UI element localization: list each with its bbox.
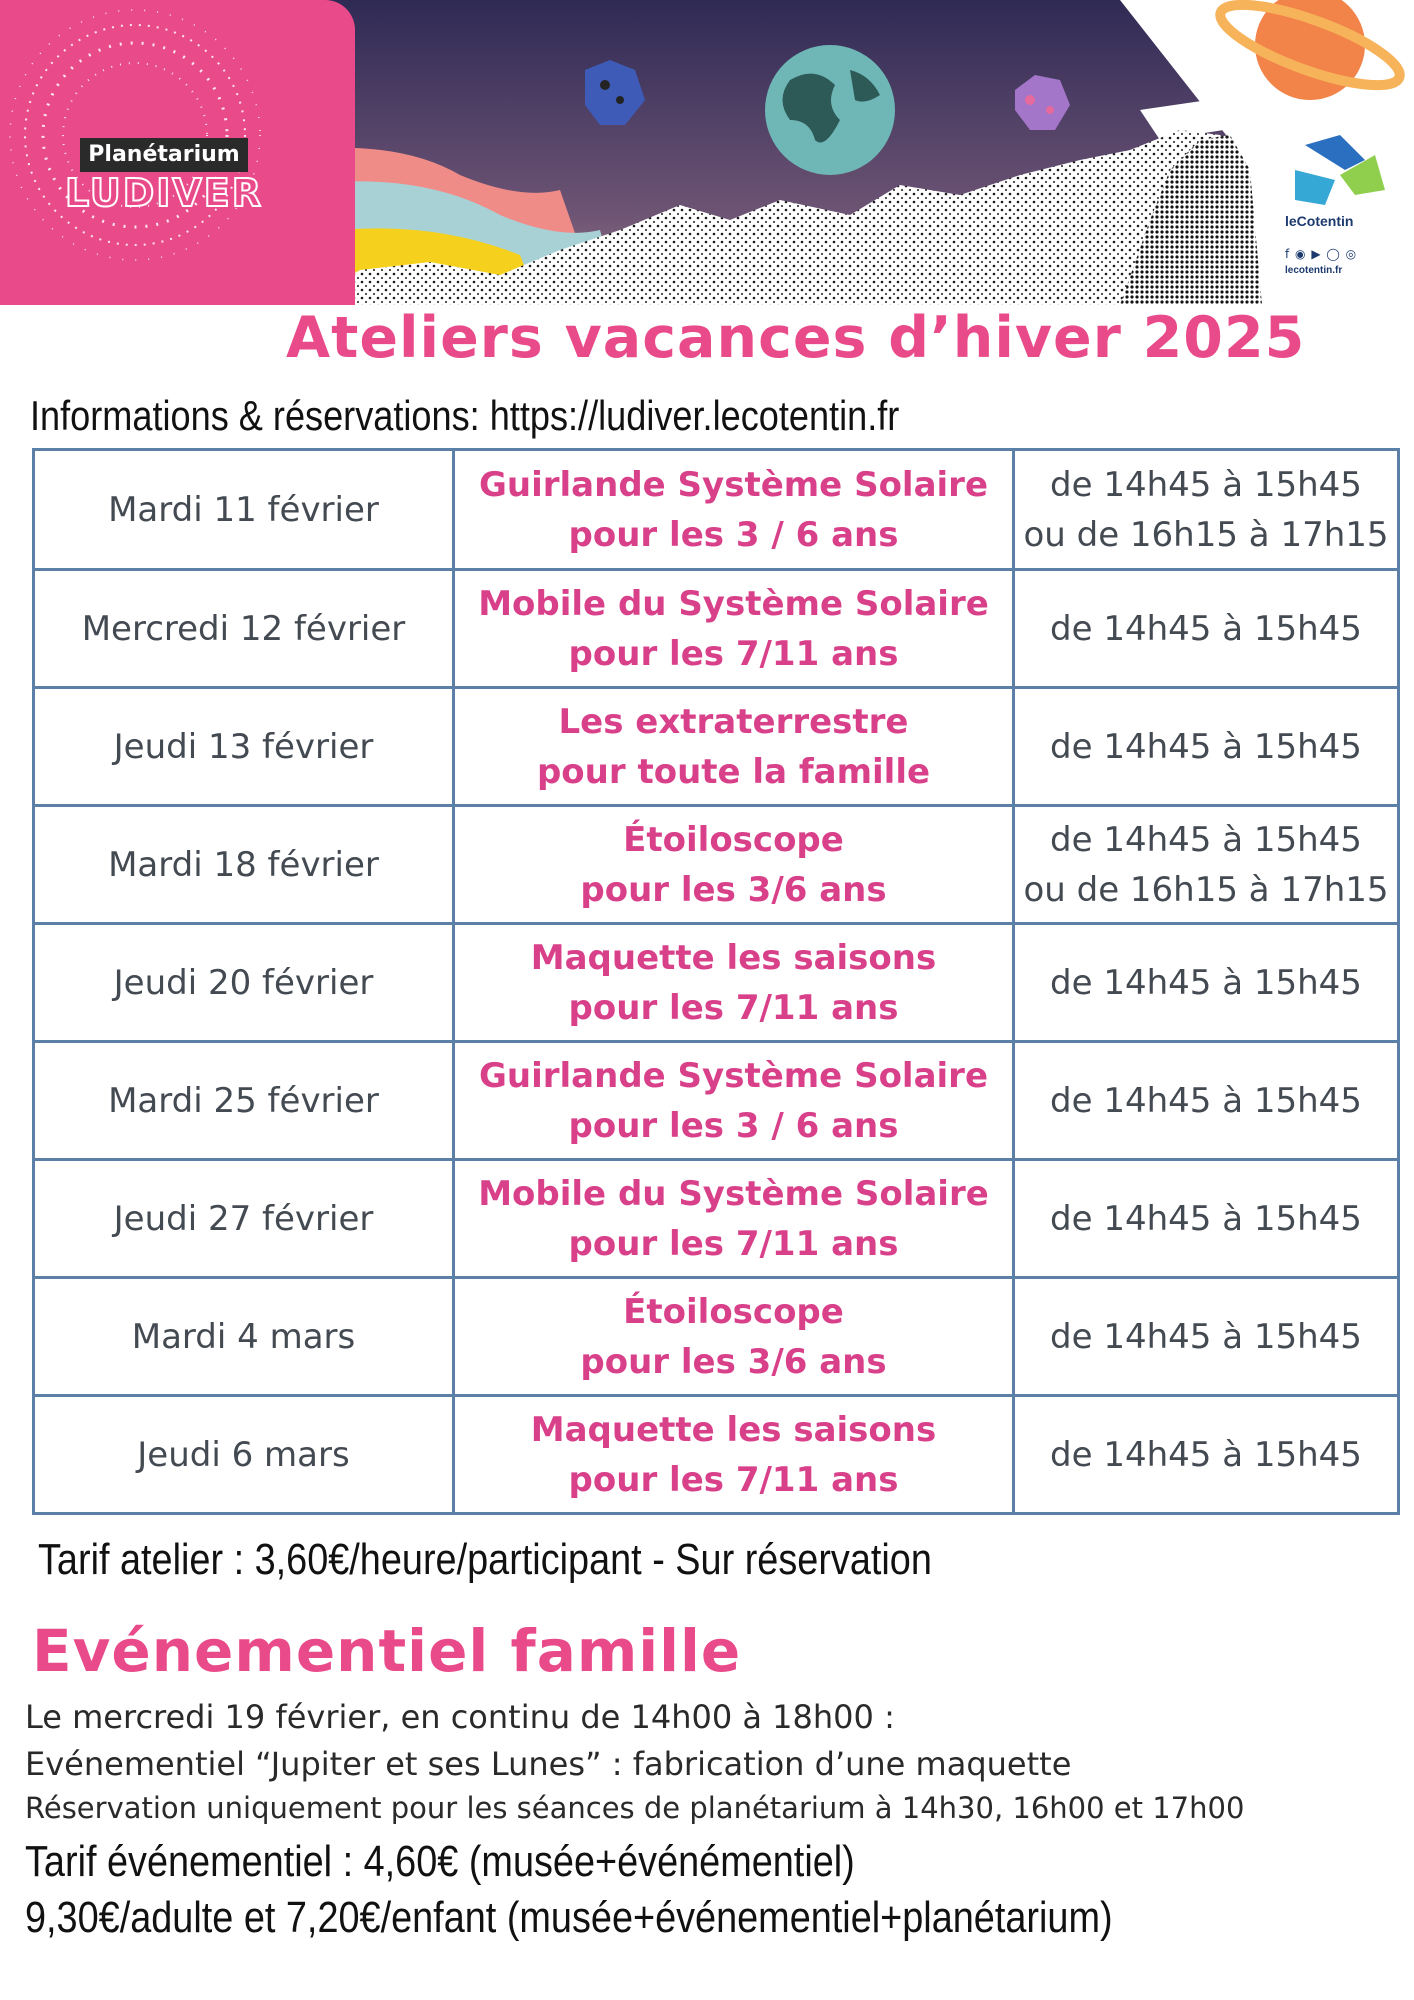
workshop-date: Jeudi 27 février [34,1160,454,1278]
workshop-time [1014,688,1399,806]
workshop-activity [454,688,1014,806]
tarif-atelier: Tarif atelier : 3,60€/heure/participant - Sur réservation [38,1535,932,1584]
table-row [34,924,1399,1042]
activity-name: Étoiloscope [623,819,844,860]
activity-audience: pour les 7/11 ans [568,1223,899,1264]
activity-audience: pour toute la famille [536,751,931,792]
time-slot: ou de 16h15 à 17h15 [1023,514,1389,555]
activity-audience: pour les 3 / 6 ans [568,514,899,555]
table-row [34,570,1399,688]
activity-name: Maquette les saisons [530,1409,937,1450]
table-row [34,1042,1399,1160]
event-description-line: Evénementiel “Jupiter et ses Lunes” : fabrication d’une maquette [25,1745,1072,1783]
time-slot: de 14h45 à 15h45 [1050,1080,1362,1121]
header-banner [0,0,1414,305]
activity-audience: pour les 3/6 ans [580,869,887,910]
time-slot: de 14h45 à 15h45 [1050,819,1362,860]
workshop-date: Mardi 11 février [34,450,454,570]
activity-audience: pour les 7/11 ans [568,987,899,1028]
partner-url[interactable]: lecotentin.fr [1285,265,1343,276]
table-row [34,450,1399,570]
activity-name: Étoiloscope [623,1291,844,1332]
workshop-date: Jeudi 13 février [34,688,454,806]
info-reservations: Informations & réservations: https://ludiver.lecotentin.fr [30,392,900,439]
workshop-time [1014,1160,1399,1278]
workshop-activity [454,1396,1014,1514]
activity-name: Mobile du Système Solaire [478,1173,989,1214]
time-slot: de 14h45 à 15h45 [1050,1316,1362,1357]
activity-name: Les extraterrestre [558,701,909,742]
activity-audience: pour les 3/6 ans [580,1341,887,1382]
workshop-activity [454,1278,1014,1396]
workshop-time [1014,1278,1399,1396]
workshop-date: Jeudi 20 février [34,924,454,1042]
time-slot: de 14h45 à 15h45 [1050,464,1362,505]
workshop-date: Mardi 18 février [34,806,454,924]
workshop-activity [454,924,1014,1042]
workshop-activity [454,570,1014,688]
time-slot: de 14h45 à 15h45 [1050,726,1362,767]
activity-name: Guirlande Système Solaire [478,464,989,505]
activity-audience: pour les 7/11 ans [568,1459,899,1500]
schedule-table [32,448,1400,1515]
logo-subtitle: Planétarium [80,138,248,172]
table-row [34,1160,1399,1278]
activity-name: Maquette les saisons [530,937,937,978]
workshop-time [1014,1042,1399,1160]
time-slot: de 14h45 à 15h45 [1050,608,1362,649]
time-slot: de 14h45 à 15h45 [1050,1198,1362,1239]
time-slot: ou de 16h15 à 17h15 [1023,869,1389,910]
workshop-date: Mardi 4 mars [34,1278,454,1396]
table-row [34,1278,1399,1396]
workshop-date: Jeudi 6 mars [34,1396,454,1514]
workshop-activity [454,1042,1014,1160]
workshop-activity [454,450,1014,570]
lecotentin-mark-icon [1285,135,1395,210]
workshop-time [1014,450,1399,570]
page-title: Ateliers vacances d’hiver 2025 [286,305,1306,371]
event-price-detail-line: 9,30€/adulte et 7,20€/enfant (musée+événementiel+planétarium) [25,1893,1113,1942]
activity-audience: pour les 3 / 6 ans [568,1105,899,1146]
ludiver-logo[interactable] [0,0,355,305]
activity-name: Mobile du Système Solaire [478,583,989,624]
workshop-date: Mardi 25 février [34,1042,454,1160]
time-slot: de 14h45 à 15h45 [1050,1434,1362,1475]
table-row [34,1396,1399,1514]
workshop-time [1014,806,1399,924]
social-icons[interactable]: f ◉ ▶ ◯ ◎ [1285,247,1358,261]
workshop-time [1014,924,1399,1042]
lecotentin-logo[interactable] [1285,135,1395,280]
workshop-time [1014,1396,1399,1514]
activity-name: Guirlande Système Solaire [478,1055,989,1096]
stardust-icon [0,0,270,270]
logo-name: LUDIVER [64,171,264,215]
workshop-activity [454,806,1014,924]
activity-audience: pour les 7/11 ans [568,633,899,674]
event-reservation-line: Réservation uniquement pour les séances de planétarium à 14h30, 16h00 et 17h00 [25,1791,1245,1825]
time-slot: de 14h45 à 15h45 [1050,962,1362,1003]
table-row [34,688,1399,806]
event-price-line: Tarif événementiel : 4,60€ (musée+événémentiel) [25,1837,855,1886]
event-date-line: Le mercredi 19 février, en continu de 14h00 à 18h00 : [25,1698,895,1736]
workshop-date: Mercredi 12 février [34,570,454,688]
table-row [34,806,1399,924]
event-title: Evénementiel famille [32,1617,742,1685]
partner-name: leCotentin [1285,213,1354,229]
workshop-time [1014,570,1399,688]
workshop-activity [454,1160,1014,1278]
